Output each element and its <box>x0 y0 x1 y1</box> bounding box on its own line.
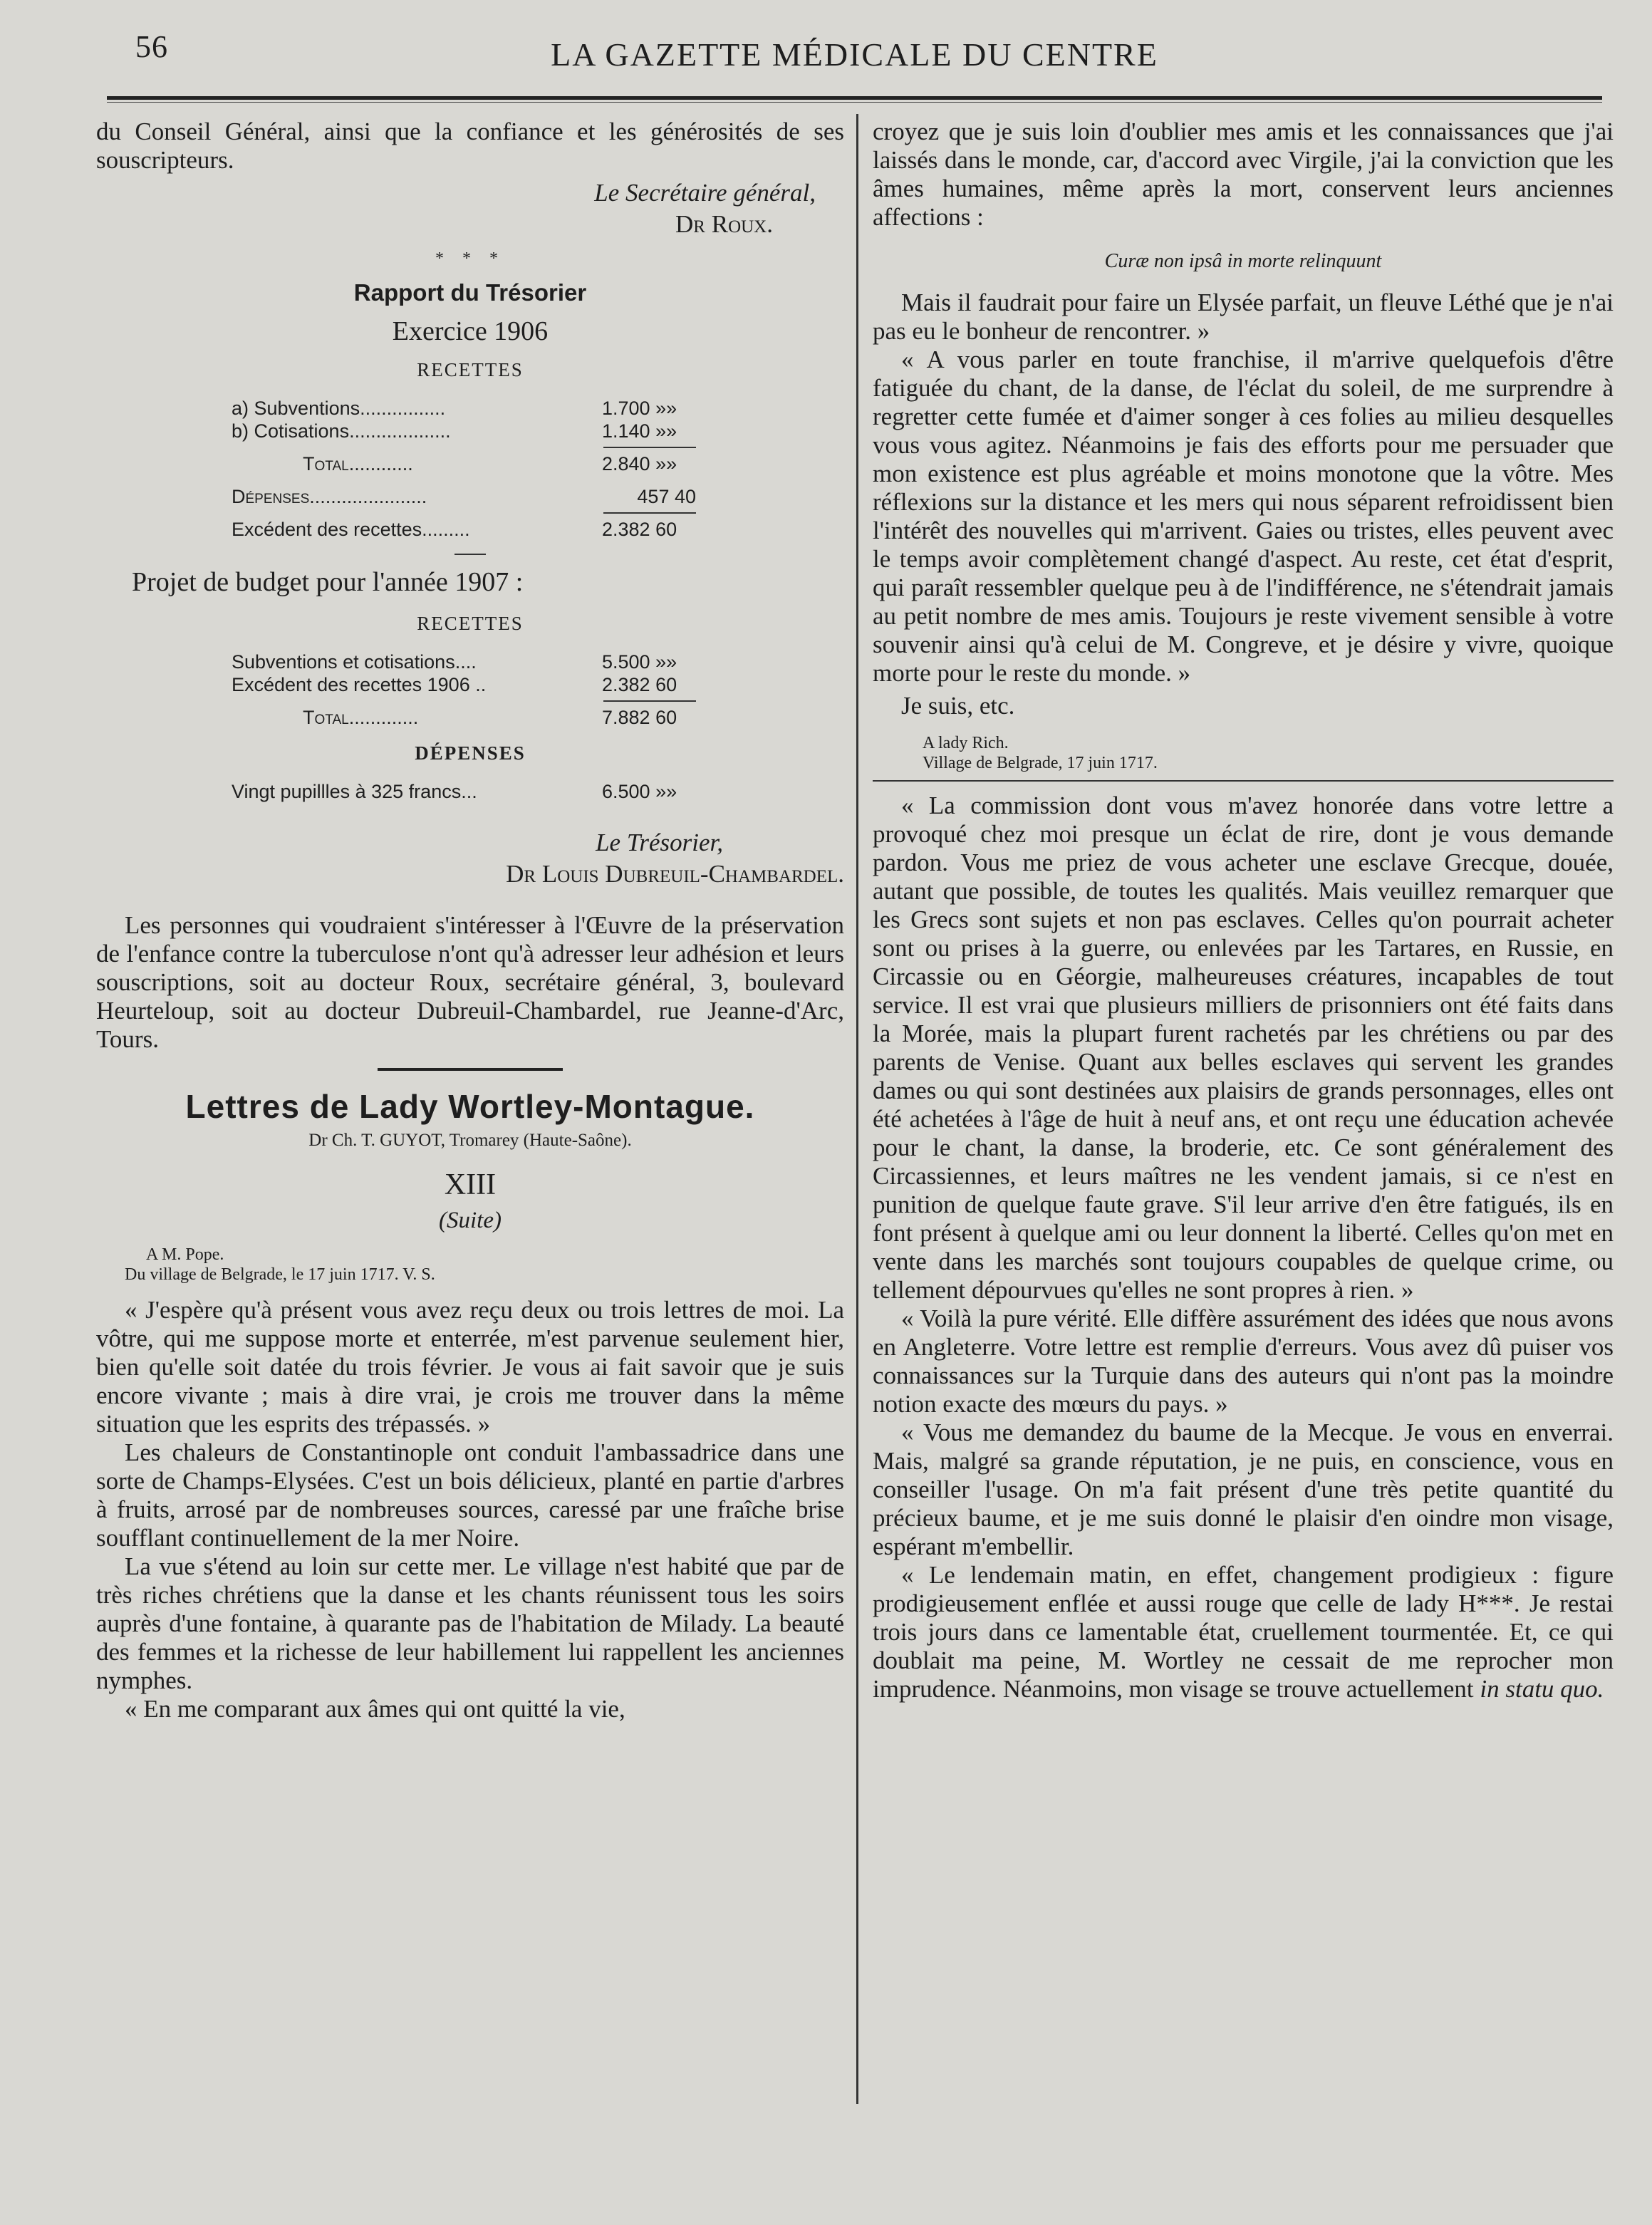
budget-value: 457 40 <box>637 486 696 507</box>
letter-paragraph <box>873 1561 1614 1703</box>
letter-paragraph: « A vous parler en toute franchise, il m'arrive quelquefois d'être fatiguée du chant, de la danse, de l'éclat du soleil, de me surprendre à regretter cette fumée et d'aimer songer à ces folies au milieu desquelles vous vous agitez. Néanmoins je fais des efforts pour me persuader que mon existence est plus agréable et moins monotone que la vôtre. Mes réflexions sur la distance et les mers qui nous séparent refroidissent bien l'intérêt des nouvelles qui m'arrivent. Gaies ou tristes, elles peuvent avec le temps avoir complètement changé d'aspect. Au reste, cet état d'esprit, qui paraît ressembler quelque peu à de l'indifférence, ne s'étendrait jamais au petit nombre de mes amis. Toujours je reste vivement sensible à votre souvenir ainsi qu'à celui de M. Congreve, et je désire y vivre, quoique morte pour le reste du monde. » <box>873 346 1614 687</box>
latin-quote: Curæ non ipsâ in morte relinquunt <box>1104 250 1382 272</box>
budget-value: 6.500 »» <box>602 781 677 802</box>
sum-rule <box>603 700 696 706</box>
budget-row <box>232 706 716 729</box>
budget-value: 5.500 »» <box>602 651 677 673</box>
column-divider <box>856 114 858 2104</box>
receipts-heading: RECETTES <box>417 359 524 380</box>
letter-address <box>923 733 1614 773</box>
receipts-heading: RECETTES <box>417 613 524 634</box>
budget-label: Excédent des recettes......... <box>232 519 470 540</box>
budget-value: 2.840 »» <box>602 453 677 474</box>
budget-row <box>232 673 716 696</box>
letter-paragraph: La vue s'étend au loin sur cette mer. Le village n'est habité que par de très riches chrétiens que la danse et les chants réunissent tous les soirs auprès d'une fontaine, à quarante pas de l'habitation de Milady. La beauté des femmes et la richesse de leur habillement lui rappellent les anciennes nymphes. <box>96 1552 844 1694</box>
treasurer-role: Le Trésorier, <box>596 829 723 856</box>
opening-paragraph: du Conseil Général, ainsi que la confiance et les générosités de ses souscripteurs. <box>96 118 844 174</box>
separator-dash <box>454 554 486 555</box>
budget-label: Total............. <box>303 707 419 728</box>
spacer <box>232 475 716 485</box>
budget-value: 7.882 60 <box>602 707 677 728</box>
journal-title: LA GAZETTE MÉDICALE DU CENTRE <box>551 36 1158 73</box>
letter-text: « Le lendemain matin, en effet, changement prodigieux : figure prodigieusement enflée et aussi rouge que celle de lady H***. Je restai trois jours dans ce lamentable état, cruellement tourmentée. Et, ce qui doublait ma peine, M. Wortley ne cessait de me reprocher mon imprudence. Néanmoins, mon visage se trouve actuellement <box>873 1561 1614 1703</box>
projet-heading: Projet de budget pour l'année 1907 : <box>132 567 524 597</box>
letter-address <box>125 1245 844 1285</box>
sum-rule <box>603 512 696 518</box>
letter-paragraph: Les chaleurs de Constantinople ont conduit l'ambassadrice dans une sorte de Champs-Elysées. C'est un bois délicieux, planté en partie d'arbres à fruits, arrosé par de nombreuses sources, caressé par une fraîche brise soufflant continuellement de la mer Noire. <box>96 1438 844 1552</box>
exercise-year: Exercice 1906 <box>392 316 549 346</box>
budget-label: Vingt pupillles à 325 francs... <box>232 781 477 802</box>
letter-paragraph: « En me comparant aux âmes qui ont quitté la vie, <box>125 1695 625 1723</box>
treasurer-name: Dr Louis Dubreuil-Chambardel. <box>506 860 844 888</box>
budget-label: b) Cotisations................... <box>232 420 451 442</box>
expenses-heading: DÉPENSES <box>415 742 526 764</box>
budget-value: 1.700 »» <box>602 398 677 419</box>
chapter-number: XIII <box>444 1168 497 1201</box>
letter-paragraph: « J'espère qu'à présent vous avez reçu deux ou trois lettres de moi. La vôtre, qui me suppose morte et enterrée, m'est parvenue seulement hier, bien qu'elle soit datée du trois février. Je vous ai fait savoir que je suis encore vivante ; mais à dire vrai, je crois me trouver dans la même situation que les esprits des trépassés. » <box>96 1296 844 1438</box>
budget-row <box>232 485 716 508</box>
budget-label: Dépenses...................... <box>232 486 427 507</box>
letter-place-date: Village de Belgrade, 17 juin 1717. <box>923 754 1158 772</box>
secretary-role: Le Secrétaire général, <box>594 179 816 207</box>
budget-row <box>232 397 716 420</box>
budget-row <box>232 452 716 475</box>
budget-expenses <box>232 780 716 803</box>
treasurer-report-title: Rapport du Trésorier <box>353 279 587 306</box>
budget-1906 <box>232 397 716 541</box>
budget-1907 <box>232 650 716 729</box>
chapter-suite: (Suite) <box>439 1208 502 1233</box>
left-column <box>96 118 844 1723</box>
budget-row <box>232 518 716 541</box>
notice-paragraph: Les personnes qui voudraient s'intéresser à l'Œuvre de la préservation de l'enfance contre la tuberculose n'ont qu'à adresser leur adhésion et leurs souscriptions, soit au docteur Roux, secrétaire général, 3, boulevard Heurteloup, soit au docteur Dubreuil-Chambardel, rue Jeanne-d'Arc, Tours. <box>96 911 844 1053</box>
budget-row <box>232 780 716 803</box>
letter-paragraph: croyez que je suis loin d'oublier mes amis et les connaissances que j'ai laissés dans le monde, car, d'accord avec Virgile, j'ai la conviction que les âmes humaines, même après la mort, conservent leurs anciennes affections : <box>873 118 1614 231</box>
article-author: Dr Ch. T. GUYOT, Tromarey (Haute-Saône). <box>308 1131 632 1150</box>
latin-phrase: in statu quo. <box>1480 1675 1604 1703</box>
letter-paragraph: « Voilà la pure vérité. Elle diffère assurément des idées que nous avons en Angleterre. Votre lettre est remplie d'erreurs. Vous avez dû puiser vos connaissances sur la Turquie dans des auteurs qui n'ont pas la moindre notion exacte des mœurs du pays. » <box>873 1305 1614 1418</box>
budget-row <box>232 420 716 442</box>
sum-rule <box>603 447 696 452</box>
budget-row <box>232 650 716 673</box>
budget-value: 1.140 »» <box>602 420 677 442</box>
budget-value: 2.382 60 <box>602 674 677 695</box>
letter-paragraph: « Vous me demandez du baume de la Mecque. Je vous en enverrai. Mais, malgré sa grande réputation, je ne puis, en conscience, vous en conseiller l'usage. On m'a fait présent d'une très petite quantité du précieux baume, et je me suis donné le plaisir d'en oindre mon visage, espérant m'embellir. <box>873 1418 1614 1560</box>
letter-paragraph: « La commission dont vous m'avez honorée dans votre lettre a provoqué chez moi presque un éclat de rire, dont je vous demande pardon. Vous me priez de vous acheter une esclave Grecque, douée, autant que possible, de toutes les qualités. Mais veuillez remarquer que les Grecs sont sujets et non pas esclaves. Celles qu'on pourrait acheter sont ou prises à la guerre, ou enlevées par les Tartares, en Russie, en Circassie ou en Géorgie, malheureuses créatures, incapables de tout service. Il est vrai que plusieurs milliers de prisonniers ont été faits dans la Morée, mais la plupart furent rachetés par les chrétiens ou par des parents de Venise. Quant aux belles esclaves qui servent les grandes dames ou qui sont destinées aux plaisirs de grands personnages, elles ont été achetées à l'âge de huit à neuf ans, et ont reçu une éducation achevée pour le chant, la danse, la broderie, etc. Ce sont généralement des Circassiennes, et leurs maîtres ne les vendent jamais, si ce n'est en punition de quelque faute grave. S'il leur arrive d'en être fatigués, ils en font présent à quelque ami ou leur donnent la liberté. Celles qu'on met en vente dans les marchés sont toujours coupables de quelque crime, ou tellement dépourvues qu'elles ne sont propres à rien. » <box>873 792 1614 1304</box>
header-rule <box>107 96 1602 100</box>
letter-paragraph: Mais il faudrait pour faire un Elysée parfait, un fleuve Léthé que je n'ai pas eu le bonheur de rencontrer. » <box>873 289 1614 345</box>
budget-label: Total............ <box>303 453 413 474</box>
header-rule-thin <box>107 102 1602 103</box>
letter-recipient: A M. Pope. <box>146 1245 224 1264</box>
budget-label: a) Subventions................ <box>232 398 446 419</box>
budget-label: Excédent des recettes 1906 .. <box>232 674 487 695</box>
right-column <box>873 118 1614 1703</box>
letter-recipient: A lady Rich. <box>923 734 1009 752</box>
article-title: Lettres de Lady Wortley-Montague. <box>185 1088 755 1125</box>
page-number: 56 <box>135 29 168 64</box>
page-header <box>107 28 1602 100</box>
budget-label: Subventions et cotisations.... <box>232 651 477 673</box>
article-separator <box>378 1068 563 1071</box>
letter-closing: Je suis, etc. <box>901 692 1015 720</box>
section-stars: * * * <box>435 249 505 268</box>
letter-place-date: Du village de Belgrade, le 17 juin 1717. V. S. <box>125 1265 435 1284</box>
secretary-name: Dr Roux. <box>675 210 773 238</box>
letter-rule <box>873 780 1614 782</box>
budget-value: 2.382 60 <box>602 519 677 540</box>
